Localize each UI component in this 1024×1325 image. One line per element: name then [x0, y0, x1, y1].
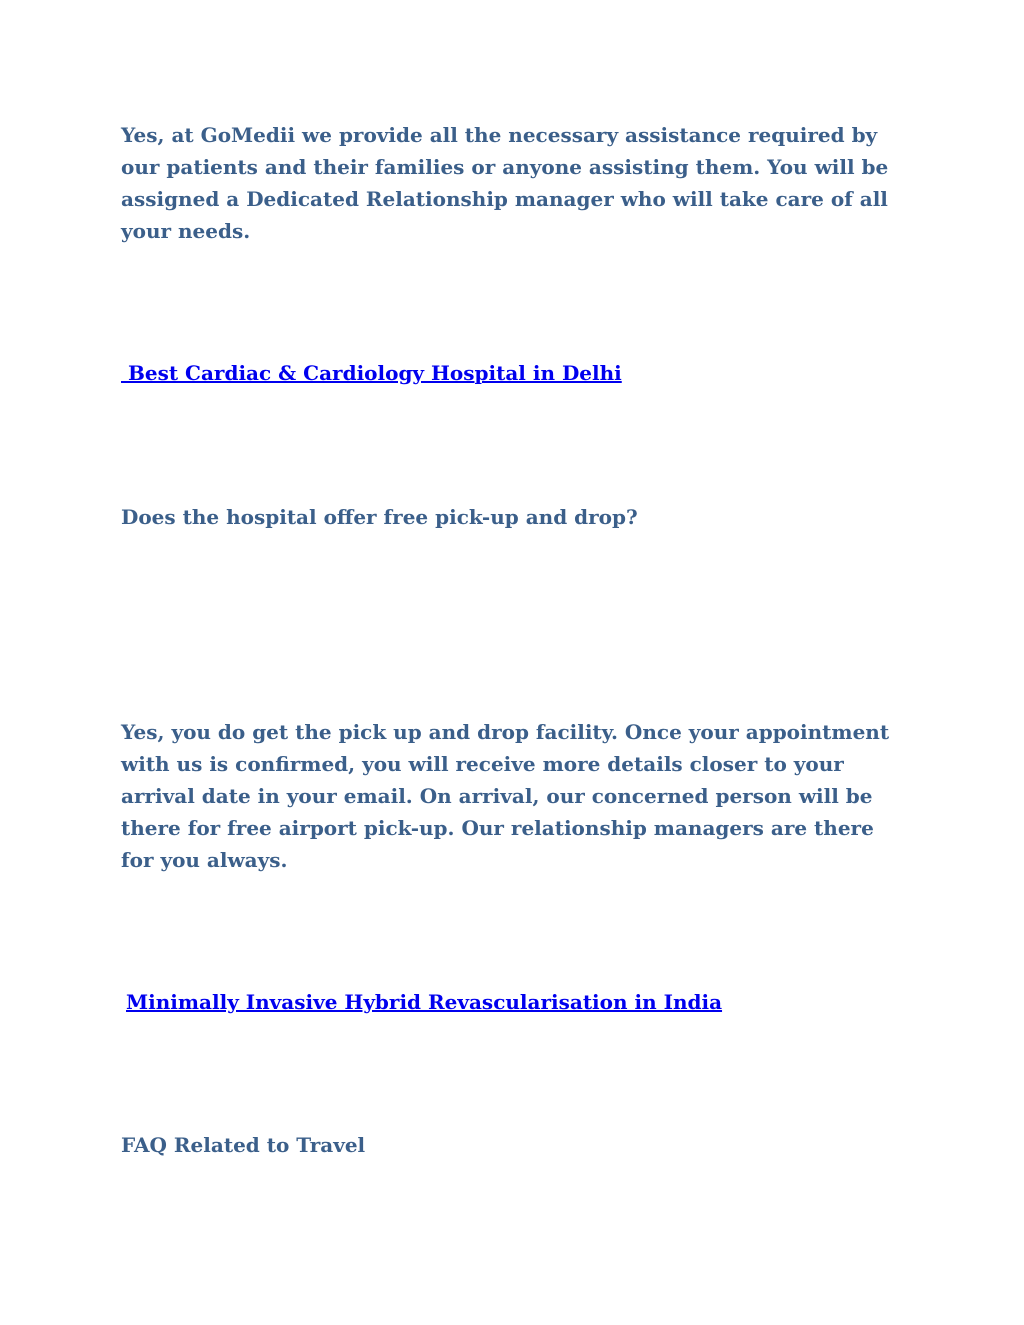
answer-paragraph-assistance: Yes, at GoMedii we provide all the necessary assistance required by our patients and their families or anyone assisting them. You will be assigned a Dedicated Relationship manager who will take care of all your needs. [121, 123, 889, 243]
answer-paragraph-pickup-drop: Yes, you do get the pick up and drop facility. Once your appointment with us is confirmed, you will receive more details closer to your arrival date in your email. On arrival, our concerned person will be there for free airport pick-up. Our relationship managers are there for you always. [121, 720, 890, 872]
section-heading-faq-travel: FAQ Related to Travel [121, 1133, 366, 1157]
faq-question-pickup-drop: Does the hospital offer free pick-up and drop? [121, 505, 638, 529]
link-hybrid-revascularisation-india[interactable]: Minimally Invasive Hybrid Revascularisation in India [126, 990, 723, 1014]
link-best-cardiac-hospital-delhi[interactable]: Best Cardiac & Cardiology Hospital in Delhi [121, 361, 622, 385]
